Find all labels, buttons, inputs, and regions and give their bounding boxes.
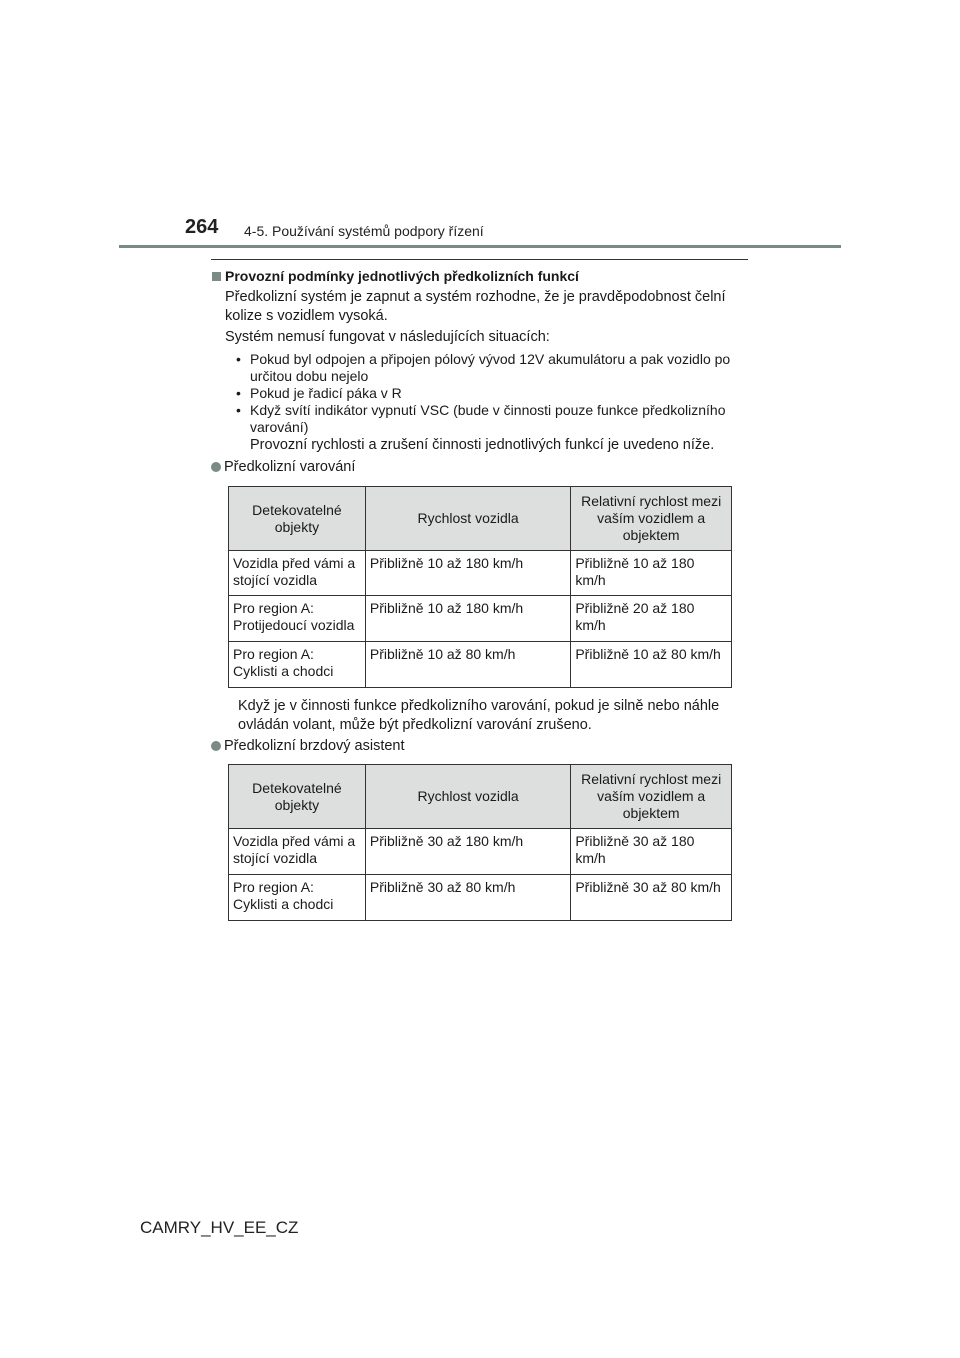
section-divider (211, 259, 748, 260)
table-cell: Pro region A: Protijedoucí vozidla (229, 596, 366, 642)
circle-bullet-icon (211, 462, 221, 472)
table-cell: Přibližně 30 až 80 km/h (365, 875, 570, 921)
warning-heading (211, 459, 748, 475)
brake-assist-heading (211, 738, 748, 754)
list-item: • Když svítí indikátor vypnutí VSC (bude v činnosti pouze funkce předkolizního varování) (234, 402, 748, 436)
table-cell: Přibližně 30 až 180 km/h (571, 829, 732, 875)
warning-title: Předkolizní varování (224, 459, 356, 475)
header-divider (119, 245, 841, 248)
page-number: 264 (185, 216, 219, 238)
table-header: Rychlost vozidla (365, 765, 570, 829)
table-cell: Pro region A: Cyklisti a chodci (229, 642, 366, 688)
table-header: Relativní rychlost mezi vaším vozidlem a objektem (571, 487, 732, 551)
table-cell: Přibližně 10 až 180 km/h (365, 596, 570, 642)
chapter-title: 4-5. Používání systémů podpory řízení (244, 223, 484, 239)
conditions-paragraph: Systém nemusí fungovat v následujících situacích: (225, 329, 550, 345)
table-cell: Přibližně 10 až 80 km/h (571, 642, 732, 688)
brake-assist-table (228, 764, 732, 921)
table-row (229, 596, 732, 642)
conditions-list (234, 351, 748, 455)
table-cell: Přibližně 10 až 180 km/h (571, 551, 732, 596)
brake-assist-title: Předkolizní brzdový asistent (224, 738, 405, 754)
table-cell: Pro region A: Cyklisti a chodci (229, 875, 366, 921)
section-title: Provozní podmínky jednotlivých předkolizních funkcí (225, 268, 579, 284)
model-code: CAMRY_HV_EE_CZ (140, 1218, 299, 1237)
warning-table (228, 486, 732, 688)
list-item: • Pokud je řadicí páka v R (234, 385, 748, 402)
intro-paragraph: Předkolizní systém je zapnut a systém rozhodne, že je pravděpodobnost čelní kolize s vozidlem vysoká. (225, 289, 726, 324)
table-header: Relativní rychlost mezi vaším vozidlem a objektem (571, 765, 732, 829)
table-cell: Vozidla před vámi a stojící vozidla (229, 829, 366, 875)
table-row (229, 642, 732, 688)
square-bullet-icon (212, 272, 221, 281)
table-cell: Přibližně 10 až 80 km/h (365, 642, 570, 688)
section-heading (211, 268, 748, 284)
table-row (229, 551, 732, 596)
list-followup: Provozní rychlosti a zrušení činnosti jednotlivých funkcí je uvedeno níže. (250, 437, 715, 453)
table-cell: Přibližně 30 až 80 km/h (571, 875, 732, 921)
table-cell: Přibližně 10 až 180 km/h (365, 551, 570, 596)
circle-bullet-icon (211, 741, 221, 751)
table-header: Rychlost vozidla (365, 487, 570, 551)
table-header: Detekovatelné objekty (229, 765, 366, 829)
table-row (229, 829, 732, 875)
table-cell: Přibližně 20 až 180 km/h (571, 596, 732, 642)
table-cell: Vozidla před vámi a stojící vozidla (229, 551, 366, 596)
table-cell: Přibližně 30 až 180 km/h (365, 829, 570, 875)
list-item: • Pokud byl odpojen a připojen pólový vývod 12V akumulátoru a pak vozidlo po určitou dobu nejelo (234, 351, 748, 385)
table-row (229, 875, 732, 921)
warning-note: Když je v činnosti funkce předkolizního varování, pokud je silně nebo náhle ovládán volant, může být předkolizní varování zrušeno. (238, 698, 720, 733)
table-header: Detekovatelné objekty (229, 487, 366, 551)
